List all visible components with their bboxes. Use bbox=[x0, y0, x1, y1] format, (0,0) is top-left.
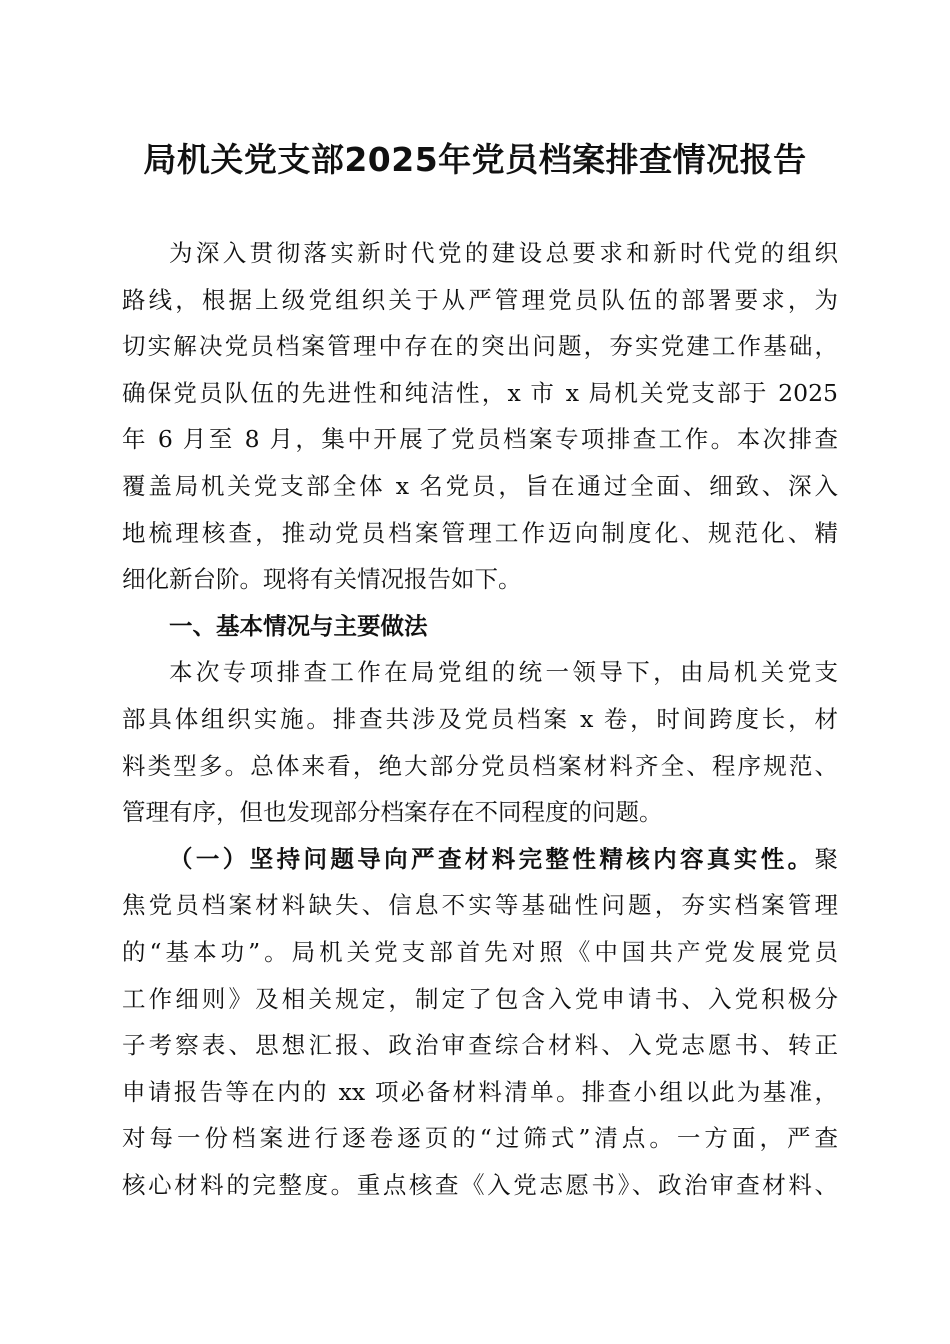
paragraph-line: 本次专项排查工作在局党组的统一领导下，由局机关党支 bbox=[169, 658, 838, 687]
paragraph-line: 申请报告等在内的 xx 项必备材料清单。排查小组以此为基准， bbox=[122, 1077, 838, 1106]
paragraph-line: 工作细则》及相关规定，制定了包含入党申请书、入党积极分 bbox=[122, 984, 838, 1013]
paragraph-line: 确保党员队伍的先进性和纯洁性，x 市 x 局机关党支部于 2025 bbox=[122, 378, 838, 407]
paragraph-line: 地梳理核查，推动党员档案管理工作迈向制度化、规范化、精 bbox=[122, 518, 838, 547]
subsection-heading: （一）坚持问题导向严查材料完整性精核内容真实性。 bbox=[169, 844, 815, 873]
paragraph-line: 管理有序，但也发现部分档案存在不同程度的问题。 bbox=[122, 798, 663, 827]
paragraph-line: 料类型多。总体来看，绝大部分党员档案材料齐全、程序规范、 bbox=[122, 751, 838, 780]
paragraph-line: 年 6 月至 8 月，集中开展了党员档案专项排查工作。本次排查 bbox=[122, 425, 838, 454]
document-body bbox=[122, 230, 838, 1208]
paragraph-line: 核心材料的完整度。重点核查《入党志愿书》、政治审查材料、 bbox=[122, 1170, 838, 1199]
paragraph-line: 覆盖局机关党支部全体 x 名党员，旨在通过全面、细致、深入 bbox=[122, 471, 838, 500]
paragraph-line: 细化新台阶。现将有关情况报告如下。 bbox=[122, 565, 522, 594]
paragraph-line: 子考察表、思想汇报、政治审查综合材料、入党志愿书、转正 bbox=[122, 1031, 838, 1060]
paragraph-line: 切实解决党员档案管理中存在的突出问题，夯实党建工作基础， bbox=[122, 332, 838, 361]
subsection-heading-tail: 聚 bbox=[814, 844, 838, 873]
document-title: 局机关党支部2025年党员档案排查情况报告 bbox=[143, 140, 807, 179]
paragraph-line: 为深入贯彻落实新时代党的建设总要求和新时代党的组织 bbox=[169, 239, 838, 267]
paragraph-line: 对每一份档案进行逐卷逐页的“过筛式”清点。一方面，严查 bbox=[122, 1124, 838, 1153]
paragraph-line: 路线，根据上级党组织关于从严管理党员队伍的部署要求，为 bbox=[122, 285, 838, 314]
paragraph-line: 部具体组织实施。排查共涉及党员档案 x 卷，时间跨度长，材 bbox=[122, 704, 838, 733]
subsection-heading-line bbox=[122, 836, 838, 883]
paragraph-line: 的“基本功”。局机关党支部首先对照《中国共产党发展党员 bbox=[122, 937, 838, 966]
paragraph-line: 焦党员档案材料缺失、信息不实等基础性问题，夯实档案管理 bbox=[122, 891, 838, 920]
section-heading: 一、基本情况与主要做法 bbox=[169, 611, 428, 640]
